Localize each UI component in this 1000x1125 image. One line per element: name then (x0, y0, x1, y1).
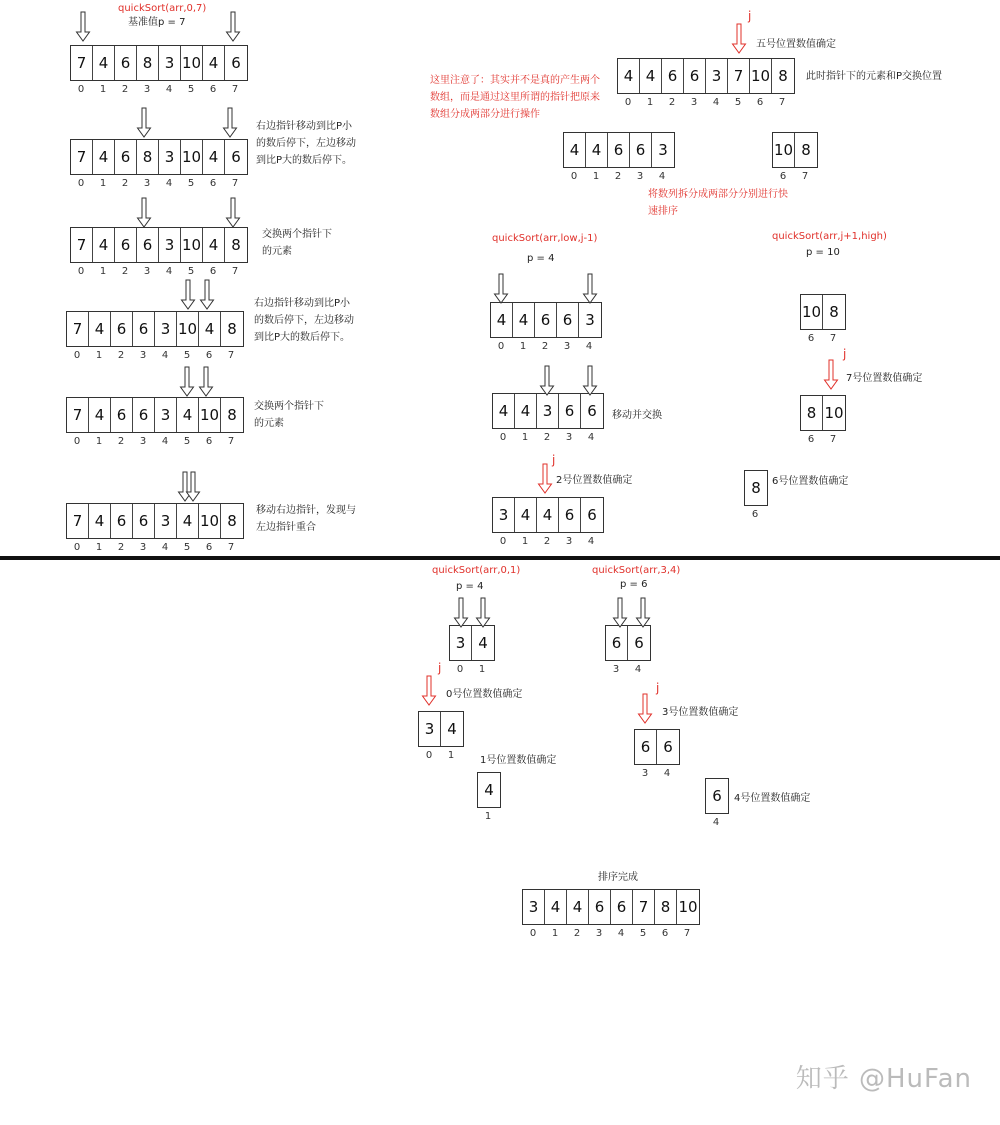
label-quicksort-left: quickSort(arr,low,j-1) (492, 233, 598, 244)
note-split: 将数列拆分成两部分分别进行快 速排序 (648, 189, 788, 217)
array-index: 0 (77, 84, 85, 95)
array-cell: 3 (159, 140, 181, 174)
array-index: 6 (807, 333, 815, 344)
array-cell: 7 (67, 398, 89, 432)
array-cell: 4 (484, 781, 494, 799)
array-cell: 4 (203, 228, 225, 262)
array-index: 4 (634, 664, 642, 675)
array-index: 6 (779, 171, 787, 182)
pointer-arrow (138, 108, 151, 137)
array-index: 7 (778, 97, 786, 108)
array-index: 3 (563, 341, 571, 352)
array-index: 0 (624, 97, 632, 108)
array-cell: 7 (728, 59, 750, 93)
array-cell: 4 (586, 133, 608, 167)
array-index: 4 (165, 84, 173, 95)
label-swap-note: 此时指针下的元素和P交换位置 (806, 71, 943, 82)
array-cell: 6 (559, 498, 581, 532)
array-index: 1 (447, 750, 455, 761)
array-cell: 4 (567, 890, 589, 924)
array-index: 0 (77, 178, 85, 189)
array-index: 6 (205, 542, 213, 553)
array-cell: 10 (181, 46, 203, 80)
note-step-1: 右边指针移动到比P小 的数后停下，左边移动 到比P大的数后停下。 (256, 121, 356, 166)
array-index: 4 (161, 436, 169, 447)
label-p-right: p = 10 (806, 247, 840, 258)
pointer-arrow (182, 280, 195, 309)
array-index: 3 (565, 432, 573, 443)
array-index: 3 (595, 928, 603, 939)
pointer-arrow (201, 280, 214, 309)
array-index: 7 (231, 178, 239, 189)
array-cell: 6 (535, 303, 557, 337)
array-cell: 3 (155, 398, 177, 432)
array-cell: 6 (630, 133, 652, 167)
array-index: 5 (187, 84, 195, 95)
array-index: 4 (161, 350, 169, 361)
array-cell: 3 (537, 394, 559, 428)
array-index: 7 (227, 542, 235, 553)
array-cell: 4 (93, 140, 115, 174)
array-index: 1 (519, 341, 527, 352)
array-cell: 6 (684, 59, 706, 93)
array-index: 1 (551, 928, 559, 939)
array-index: 4 (587, 536, 595, 547)
array-index: 2 (121, 178, 129, 189)
array-index: 1 (592, 171, 600, 182)
pointer-arrow (224, 108, 237, 137)
label-done: 排序完成 (598, 872, 638, 883)
array-cell: 4 (618, 59, 640, 93)
array-index: 3 (641, 768, 649, 779)
label-pos7: 7号位置数值确定 (846, 373, 923, 384)
pointer-arrow (138, 198, 151, 227)
pointer-arrow (495, 274, 508, 303)
pointer-arrow (455, 598, 468, 627)
array-index: 6 (209, 84, 217, 95)
array-index: 3 (612, 664, 620, 675)
array-cell: 4 (493, 394, 515, 428)
array-index: 7 (227, 436, 235, 447)
watermark: 知乎 @HuFan (795, 1064, 972, 1094)
array-index: 3 (690, 97, 698, 108)
array-cell: 10 (199, 504, 221, 538)
array-cell: 6 (606, 626, 628, 660)
array-index: 2 (668, 97, 676, 108)
array-index: 4 (712, 817, 720, 828)
array-cell: 8 (655, 890, 677, 924)
array-index: 0 (425, 750, 433, 761)
array-index: 5 (183, 436, 191, 447)
array-index: 3 (139, 350, 147, 361)
array-index: 6 (751, 509, 759, 520)
array-cell: 3 (585, 311, 595, 329)
array-index: 4 (712, 97, 720, 108)
array-cell: 6 (634, 634, 644, 652)
array-index: 6 (661, 928, 669, 939)
array-index: 0 (499, 536, 507, 547)
array-index: 0 (456, 664, 464, 675)
pointer-arrow (77, 12, 90, 41)
array-index: 2 (117, 436, 125, 447)
label-pos2: 2号位置数值确定 (556, 475, 633, 486)
label-p-01: p = 4 (456, 581, 484, 592)
array-cell: 8 (227, 512, 237, 530)
j-pointer-arrow (539, 464, 552, 493)
array-cell: 6 (712, 787, 722, 805)
array-cell: 4 (545, 890, 567, 924)
array-cell: 6 (635, 730, 657, 764)
array-index: 1 (95, 542, 103, 553)
array-cell: 4 (478, 634, 488, 652)
array-cell: 4 (89, 504, 111, 538)
array-cell: 10 (801, 295, 823, 329)
array-index: 4 (161, 542, 169, 553)
label-j-left: j (552, 453, 556, 467)
array-cell: 4 (203, 140, 225, 174)
pointer-arrow (181, 367, 194, 396)
array-cell: 8 (231, 236, 241, 254)
array-index: 5 (187, 266, 195, 277)
array-index: 2 (573, 928, 581, 939)
array-index: 2 (121, 266, 129, 277)
array-cell: 3 (155, 312, 177, 346)
array-index: 4 (585, 341, 593, 352)
array-cell: 4 (177, 398, 199, 432)
array-cell: 8 (751, 479, 761, 497)
label-pos3: 3号位置数值确定 (662, 707, 739, 718)
array-index: 0 (77, 266, 85, 277)
label-pivot-main: 基准值p = 7 (128, 17, 186, 28)
array-index: 4 (587, 432, 595, 443)
array-index: 1 (99, 84, 107, 95)
array-index: 2 (117, 542, 125, 553)
array-cell: 3 (159, 46, 181, 80)
pointer-arrow (200, 367, 213, 396)
array-cell: 6 (662, 59, 684, 93)
array-index: 4 (165, 266, 173, 277)
array-cell: 8 (801, 396, 823, 430)
array-cell: 6 (559, 394, 581, 428)
array-index: 5 (183, 350, 191, 361)
array-index: 0 (73, 542, 81, 553)
pointer-arrow (584, 274, 597, 303)
array-index: 2 (541, 341, 549, 352)
array-index: 1 (478, 664, 486, 675)
array-index: 1 (99, 266, 107, 277)
array-index: 7 (801, 171, 809, 182)
array-cell: 4 (93, 228, 115, 262)
label-j-01: j (438, 661, 442, 675)
array-index: 1 (95, 350, 103, 361)
array-index: 5 (183, 542, 191, 553)
array-cell: 3 (450, 626, 472, 660)
array-index: 7 (231, 266, 239, 277)
array-cell: 7 (71, 140, 93, 174)
array-index: 5 (187, 178, 195, 189)
array-index: 0 (570, 171, 578, 182)
note-step-2: 交换两个指针下 的元素 (262, 229, 332, 257)
array-cell: 6 (231, 148, 241, 166)
pointer-arrow (614, 598, 627, 627)
pointer-arrow (637, 598, 650, 627)
pointer-arrow (227, 198, 240, 227)
array-cell: 3 (493, 498, 515, 532)
array-index: 7 (829, 333, 837, 344)
array-cell: 6 (663, 738, 673, 756)
array-index: 3 (143, 266, 151, 277)
array-index: 0 (73, 436, 81, 447)
label-j-34: j (656, 681, 660, 695)
array-cell: 8 (829, 303, 839, 321)
array-index: 2 (543, 432, 551, 443)
array-index: 5 (639, 928, 647, 939)
array-index: 1 (646, 97, 654, 108)
label-quicksort-main: quickSort(arr,0,7) (118, 3, 207, 14)
array-index: 1 (95, 436, 103, 447)
array-index: 6 (205, 350, 213, 361)
array-cell: 3 (159, 228, 181, 262)
array-cell: 8 (227, 320, 237, 338)
pointer-arrow (541, 366, 554, 395)
array-cell: 7 (71, 46, 93, 80)
array-cell: 4 (89, 312, 111, 346)
array-index: 3 (139, 436, 147, 447)
array-cell: 3 (523, 890, 545, 924)
label-p-34: p = 6 (620, 579, 648, 590)
array-cell: 6 (115, 46, 137, 80)
array-cell: 6 (611, 890, 633, 924)
label-quicksort-01: quickSort(arr,0,1) (432, 565, 521, 576)
array-cell: 8 (137, 46, 159, 80)
array-cell: 6 (115, 140, 137, 174)
array-cell: 8 (778, 67, 788, 85)
array-cell: 4 (537, 498, 559, 532)
array-index: 6 (205, 436, 213, 447)
array-cell: 6 (587, 402, 597, 420)
array-cell: 4 (177, 504, 199, 538)
array-cell: 3 (419, 712, 441, 746)
array-cell: 3 (706, 59, 728, 93)
note-step-4: 交换两个指针下 的元素 (254, 401, 324, 429)
array-index: 1 (521, 536, 529, 547)
array-cell: 6 (589, 890, 611, 924)
j-pointer-arrow (733, 24, 746, 53)
array-cell: 8 (137, 140, 159, 174)
label-pos5: 五号位置数值确定 (756, 39, 836, 50)
array-cell: 3 (155, 504, 177, 538)
array-cell: 6 (608, 133, 630, 167)
array-index: 4 (165, 178, 173, 189)
array-cell: 6 (133, 504, 155, 538)
array-index: 3 (139, 542, 147, 553)
array-cell: 6 (133, 398, 155, 432)
label-pos0: 0号位置数值确定 (446, 689, 523, 700)
array-cell: 4 (93, 46, 115, 80)
array-index: 4 (658, 171, 666, 182)
array-index: 6 (209, 266, 217, 277)
array-cell: 4 (89, 398, 111, 432)
array-index: 4 (617, 928, 625, 939)
array-cell: 10 (750, 59, 772, 93)
array-index: 2 (543, 536, 551, 547)
label-j-top: j (748, 9, 752, 23)
array-cell: 10 (181, 228, 203, 262)
array-cell: 4 (515, 498, 537, 532)
array-index: 6 (756, 97, 764, 108)
array-index: 2 (117, 350, 125, 361)
array-cell: 10 (199, 398, 221, 432)
array-index: 1 (99, 178, 107, 189)
array-cell: 6 (115, 228, 137, 262)
array-cell: 8 (227, 406, 237, 424)
label-pos1: 1号位置数值确定 (480, 755, 557, 766)
array-cell: 10 (181, 140, 203, 174)
array-cell: 6 (231, 54, 241, 72)
array-cell: 10 (773, 133, 795, 167)
array-index: 7 (227, 350, 235, 361)
array-index: 3 (636, 171, 644, 182)
array-index: 0 (497, 341, 505, 352)
array-cell: 6 (557, 303, 579, 337)
note-step-5: 移动右边指针，发现与 左边指针重合 (256, 505, 356, 533)
array-cell: 4 (515, 394, 537, 428)
note-red-explain: 这里注意了：其实并不是真的产生两个 数组，而是通过这里所谓的指针把原来 数组分成两部分进行操作 (430, 75, 600, 120)
array-cell: 7 (67, 312, 89, 346)
array-index: 0 (73, 350, 81, 361)
label-p-left: p = 4 (527, 253, 555, 264)
array-cell: 6 (133, 312, 155, 346)
note-step-3: 右边指针移动到比P小 的数后停下，左边移动 到比P大的数后停下。 (254, 298, 354, 343)
label-pos6: 6号位置数值确定 (772, 476, 849, 487)
array-index: 7 (683, 928, 691, 939)
array-cell: 6 (111, 312, 133, 346)
array-cell: 6 (111, 504, 133, 538)
array-cell: 4 (640, 59, 662, 93)
pointer-arrow (227, 12, 240, 41)
array-index: 3 (143, 178, 151, 189)
array-cell: 7 (633, 890, 655, 924)
array-index: 2 (614, 171, 622, 182)
j-pointer-arrow (639, 694, 652, 723)
array-index: 1 (484, 811, 492, 822)
j-pointer-arrow (825, 360, 838, 389)
array-index: 1 (521, 432, 529, 443)
label-j-right: j (843, 347, 847, 361)
array-index: 2 (121, 84, 129, 95)
array-cell: 4 (203, 46, 225, 80)
array-cell: 10 (177, 312, 199, 346)
label-pos4: 4号位置数值确定 (734, 793, 811, 804)
array-index: 7 (829, 434, 837, 445)
array-cell: 7 (67, 504, 89, 538)
array-cell: 4 (491, 303, 513, 337)
array-index: 0 (529, 928, 537, 939)
label-quicksort-right: quickSort(arr,j+1,high) (772, 231, 887, 242)
label-quicksort-34: quickSort(arr,3,4) (592, 565, 681, 576)
array-cell: 4 (564, 133, 586, 167)
array-index: 3 (143, 84, 151, 95)
pointer-arrow (477, 598, 490, 627)
array-cell: 10 (824, 404, 844, 422)
array-cell: 4 (199, 312, 221, 346)
array-cell: 10 (678, 898, 698, 916)
array-index: 3 (565, 536, 573, 547)
array-index: 4 (663, 768, 671, 779)
array-cell: 6 (111, 398, 133, 432)
array-cell: 6 (587, 506, 597, 524)
array-index: 6 (807, 434, 815, 445)
j-pointer-arrow (423, 676, 436, 705)
array-index: 7 (231, 84, 239, 95)
array-cell: 8 (801, 141, 811, 159)
array-cell: 3 (658, 141, 668, 159)
array-cell: 4 (513, 303, 535, 337)
label-move-swap: 移动并交换 (612, 410, 662, 421)
pointer-arrow (584, 366, 597, 395)
array-cell: 7 (71, 228, 93, 262)
array-index: 5 (734, 97, 742, 108)
array-index: 6 (209, 178, 217, 189)
array-cell: 6 (137, 228, 159, 262)
array-index: 0 (499, 432, 507, 443)
array-cell: 4 (447, 720, 457, 738)
